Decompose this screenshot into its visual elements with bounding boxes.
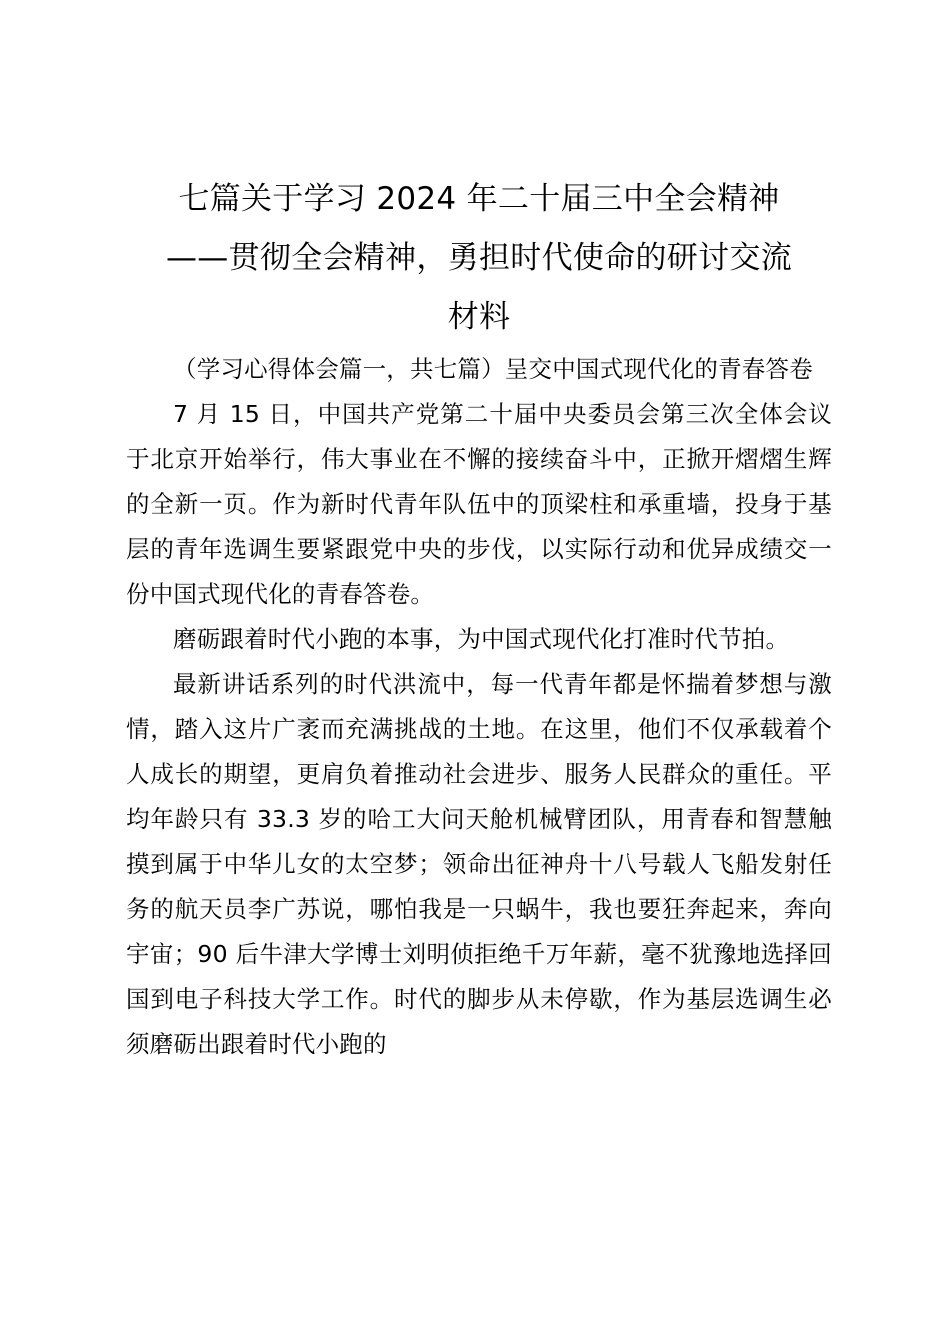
paragraph-3: 最新讲话系列的时代洪流中，每一代青年都是怀揣着梦想与激情，踏入这片广袤而充满挑战的土地。在这里，他们不仅承载着个人成长的期望，更肩负着推动社会进步、服务人民群众的重任。平均年龄只有 33.3 岁的哈工大问天舱机械臂团队，用青春和智慧触摸到属于中华儿女的太空梦；领命出征神舟十八号载人飞船发射任务的航天员李广苏说，哪怕我是一只蜗牛，我也要狂奔起来，奔向宇宙；90 后牛津大学博士刘明侦拒绝千万年薪，毫不犹豫地选择回国到电子科技大学工作。时代的脚步从未停歇，作为基层选调生必须磨砺出跟着时代小跑的: [126, 670, 832, 1058]
document-content: [126, 170, 832, 1067]
document-title: [126, 170, 832, 347]
title-line-2: ——贯彻全会精神，勇担时代使命的研讨交流: [166, 240, 792, 276]
title-line-1: 七篇关于学习 2024 年二十届三中全会精神: [178, 181, 780, 217]
document-subtitle: （学习心得体会篇一，共七篇）呈交中国式现代化的青春答卷: [173, 355, 813, 383]
paragraph-2: 磨砺跟着时代小跑的本事，为中国式现代化打准时代节拍。: [173, 625, 790, 653]
paragraph-1: 7 月 15 日，中国共产党第二十届中央委员会第三次全体会议于北京开始举行，伟大事业在不懈的接续奋斗中，正掀开熠熠生辉的全新一页。作为新时代青年队伍中的顶梁柱和承重墙，投身于基层的青年选调生要紧跟党中央的步伐，以实际行动和优异成绩交一份中国式现代化的青春答卷。: [126, 400, 832, 608]
title-line-3: 材料: [447, 299, 511, 335]
